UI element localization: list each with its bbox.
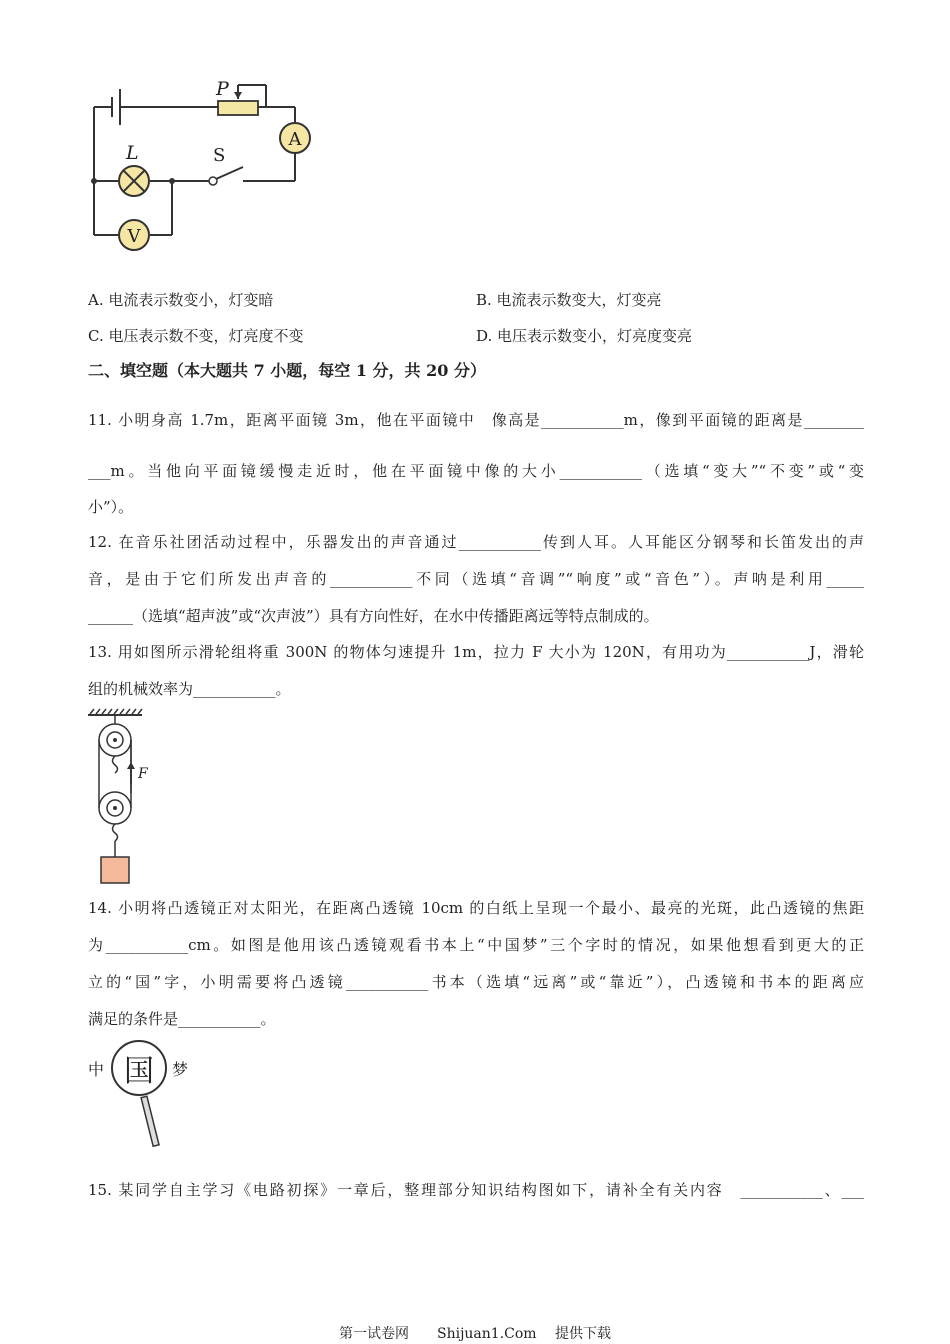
q12-line3: ______（选填“超声波”或“次声波”）具有方向性好，在水中传播距离远等特点制成的。 xyxy=(88,607,659,625)
book-char-right: 梦 xyxy=(172,1060,189,1079)
book-char-left: 中 xyxy=(88,1060,105,1079)
magnified-char: 国 xyxy=(124,1054,154,1089)
q14-line4: 满足的条件是___________。 xyxy=(88,1010,276,1028)
q12-line2: 音，是由于它们所发出声音的___________不同（选填“音调”“响度”或“音色”）。声呐是利用_____ xyxy=(88,570,864,588)
option-b: B. 电流表示数变大，灯变亮 xyxy=(476,291,662,309)
q14-line3: 立的“国”字，小明需要将凸透镜___________书本（选填“远离”或“靠近”），凸透镜和书本的距离应 xyxy=(88,973,864,991)
circuit-diagram xyxy=(80,75,320,255)
switch-label: S xyxy=(213,145,226,166)
voltmeter-label: V xyxy=(127,226,141,247)
ammeter-label: A xyxy=(288,129,302,150)
lamp-label: L xyxy=(126,142,139,164)
footer-text: 第一试卷网 Shijuan1.Com 提供下载 xyxy=(338,1326,612,1342)
q12-line1: 12. 在音乐社团活动过程中，乐器发出的声音通过___________传到人耳。人耳能区分钢琴和长笛发出的声 xyxy=(88,533,864,551)
force-label: F xyxy=(138,766,148,782)
q11-line3: 小”）。 xyxy=(88,498,134,516)
section-title: 二、填空题（本大题共 7 小题，每空 1 分，共 20 分） xyxy=(88,361,486,380)
q13-line1: 13. 用如图所示滑轮组将重 300N 的物体匀速提升 1m，拉力 F 大小为 120N，有用功为___________J，滑轮 xyxy=(88,643,864,661)
q14-line2: 为___________cm。如图是他用该凸透镜观看书本上“中国梦”三个字时的情况，如果他想看到更大的正 xyxy=(88,936,864,954)
q11-line1: 11. 小明身高 1.7m，距离平面镜 3m，他在平面镜中 像高是___________m，像到平面镜的距离是________ xyxy=(88,411,864,429)
rheostat-label: P xyxy=(216,78,229,100)
q11-line2: ___m。当他向平面镜缓慢走近时，他在平面镜中像的大小___________（选填“变大”“不变”或“变 xyxy=(88,462,864,480)
q13-line2: 组的机械效率为___________。 xyxy=(88,680,291,698)
pulley-figure xyxy=(84,705,164,887)
option-c: C. 电压表示数不变，灯亮度不变 xyxy=(88,327,304,345)
option-a: A. 电流表示数变小，灯变暗 xyxy=(88,291,274,309)
q14-line1: 14. 小明将凸透镜正对太阳光，在距离凸透镜 10cm 的白纸上呈现一个最小、最亮的光斑，此凸透镜的焦距 xyxy=(88,899,864,917)
q15-line1: 15. 某同学自主学习《电路初探》一章后，整理部分知识结构图如下，请补全有关内容 ___________、___ xyxy=(88,1181,864,1199)
magnifier-figure xyxy=(84,1040,204,1152)
option-d: D. 电压表示数变小，灯亮度变亮 xyxy=(476,327,693,345)
